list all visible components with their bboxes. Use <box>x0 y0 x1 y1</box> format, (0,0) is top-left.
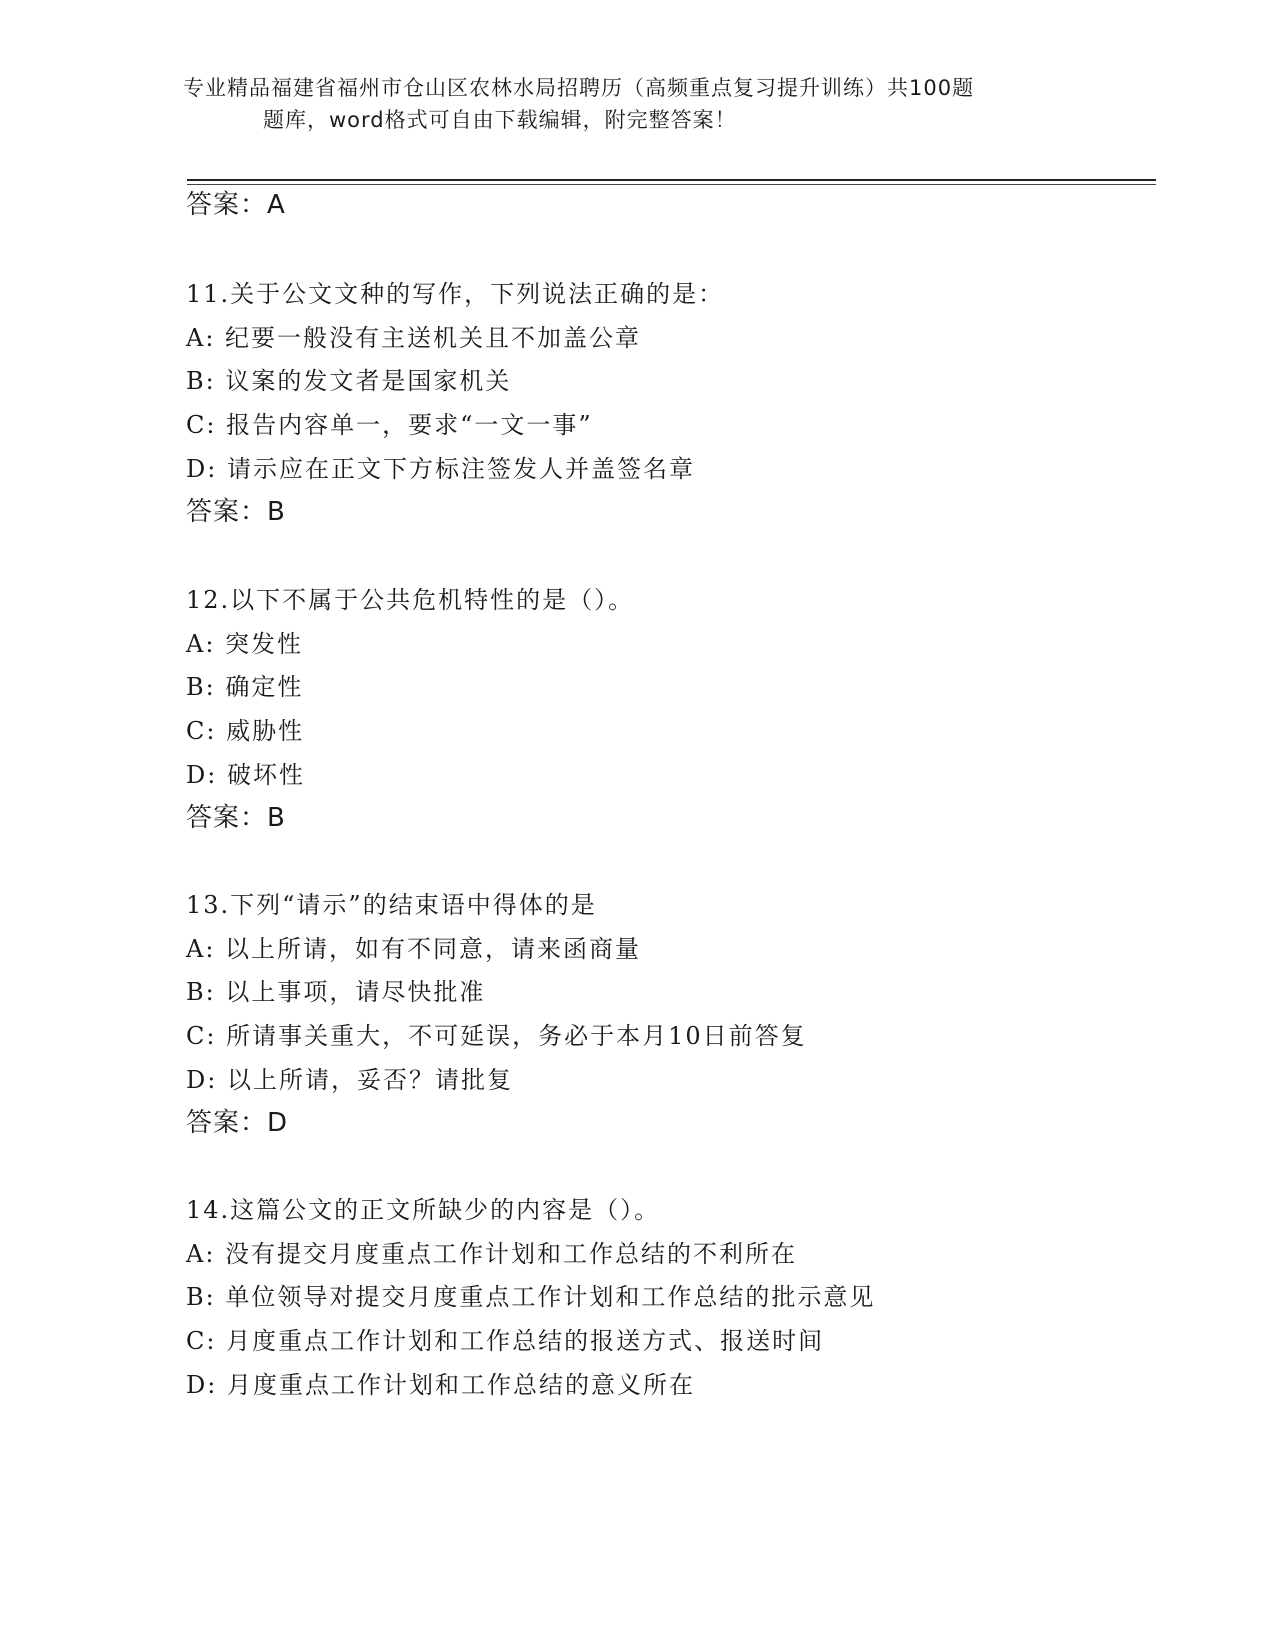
question-12-option-b: B: 确定性 <box>186 673 304 701</box>
question-14-stem: 14.这篇公文的正文所缺少的内容是（）。 <box>186 1196 661 1224</box>
question-13-option-b: B: 以上事项，请尽快批准 <box>186 978 486 1006</box>
question-11-option-a: A: 纪要一般没有主送机关且不加盖公章 <box>186 324 642 352</box>
question-13-option-a: A: 以上所请，如有不同意，请来函商量 <box>186 935 642 963</box>
header-title-line-2: 题库，word格式可自由下载编辑，附完整答案！ <box>263 108 737 132</box>
answer-q11: 答案：B <box>186 497 286 527</box>
page-header <box>183 72 1083 136</box>
question-14-option-a: A: 没有提交月度重点工作计划和工作总结的不利所在 <box>186 1240 798 1268</box>
question-11-option-d: D: 请示应在正文下方标注签发人并盖签名章 <box>186 455 695 483</box>
question-11-option-c: C: 报告内容单一，要求“一文一事” <box>186 411 593 439</box>
answer-q12: 答案：B <box>186 803 286 833</box>
question-12-option-a: A: 突发性 <box>186 630 304 658</box>
question-12-option-c: C: 威胁性 <box>186 717 305 745</box>
question-11-stem: 11.关于公文文种的写作，下列说法正确的是： <box>186 280 725 308</box>
question-13-stem: 13.下列“请示”的结束语中得体的是 <box>186 891 597 919</box>
header-title-line-1: 专业精品福建省福州市仓山区农林水局招聘历（高频重点复习提升训练）共100题 <box>183 76 975 100</box>
question-13-option-c: C: 所请事关重大，不可延误，务必于本月10日前答复 <box>186 1022 807 1050</box>
question-14-option-b: B: 单位领导对提交月度重点工作计划和工作总结的批示意见 <box>186 1283 876 1311</box>
question-11-option-b: B: 议案的发文者是国家机关 <box>186 367 512 395</box>
question-12-stem: 12.以下不属于公共危机特性的是（）。 <box>186 586 635 614</box>
answer-q10: 答案：A <box>186 190 286 220</box>
answer-q13: 答案：D <box>186 1108 289 1138</box>
question-13-option-d: D: 以上所请，妥否？请批复 <box>186 1066 513 1094</box>
question-14-option-d: D: 月度重点工作计划和工作总结的意义所在 <box>186 1371 695 1399</box>
question-14-option-c: C: 月度重点工作计划和工作总结的报送方式、报送时间 <box>186 1327 825 1355</box>
question-12-option-d: D: 破坏性 <box>186 761 305 789</box>
header-divider-thin <box>187 184 1156 185</box>
header-divider-thick <box>187 179 1156 181</box>
